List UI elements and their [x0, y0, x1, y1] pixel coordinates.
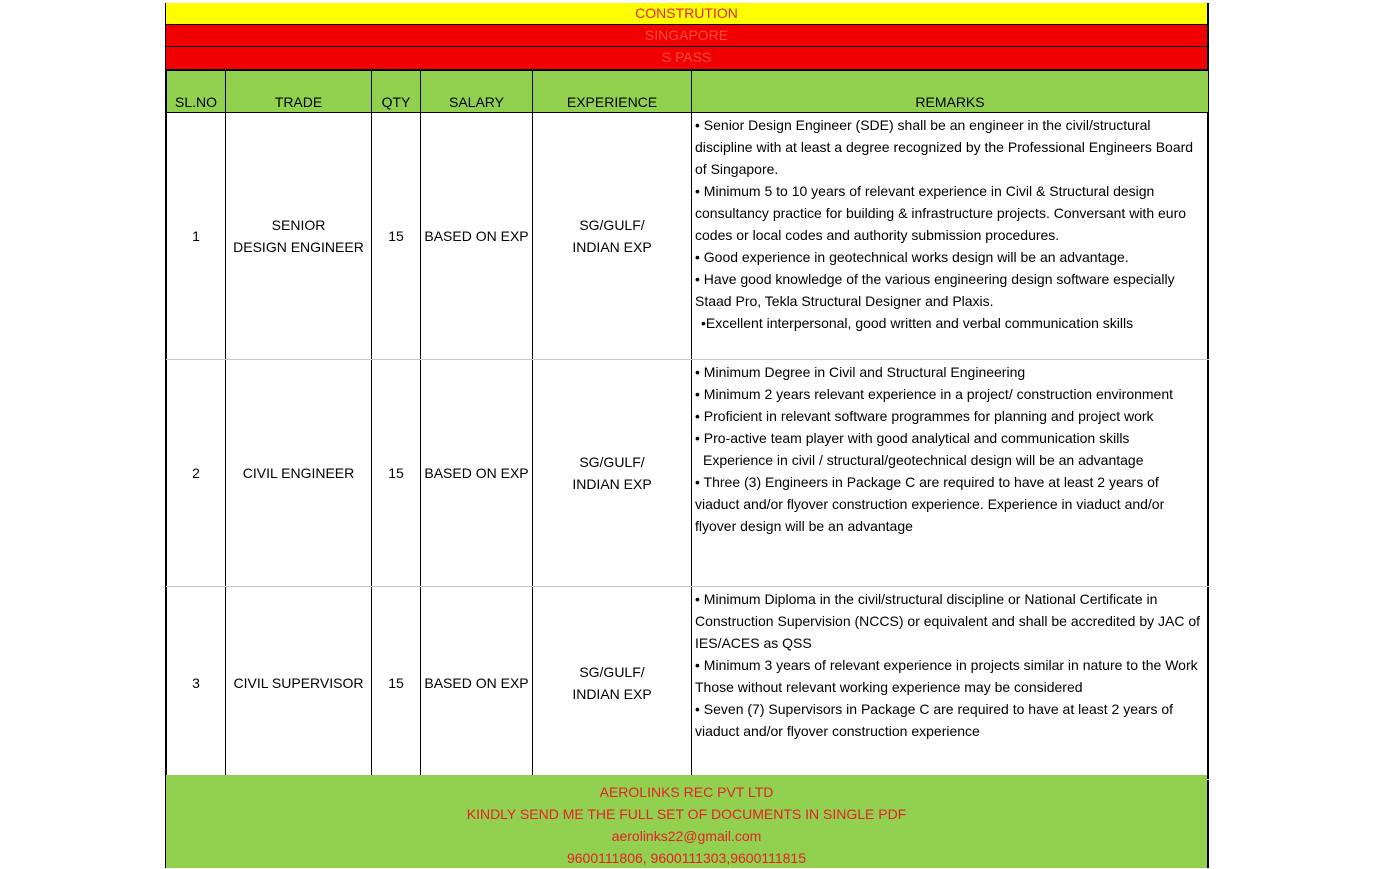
- jobs-table: [166, 70, 1209, 780]
- pass-type-band: S PASS: [166, 47, 1207, 70]
- experience-line: INDIAN EXP: [572, 476, 652, 492]
- cell-remarks: [692, 113, 1209, 360]
- company-name: AEROLINKS REC PVT LTD: [599, 784, 774, 800]
- cell-remarks: [692, 360, 1209, 587]
- cell-qty: 15: [372, 113, 421, 360]
- column-header-experience: EXPERIENCE: [533, 71, 692, 113]
- cell-salary: BASED ON EXP: [421, 113, 533, 360]
- column-header-trade: TRADE: [226, 71, 372, 113]
- submission-instruction: KINDLY SEND ME THE FULL SET OF DOCUMENTS IN SINGLE PDF: [466, 806, 907, 822]
- trade-line: CIVIL SUPERVISOR: [233, 675, 364, 691]
- column-header-salary: SALARY: [421, 71, 533, 113]
- sector-title: CONSTRUTION: [166, 3, 1207, 25]
- cell-experience: [533, 360, 692, 587]
- table-row: [167, 360, 1209, 587]
- remark-item: • Seven (7) Supervisors in Package C are required to have at least 2 years of viaduct and/or flyover construction experience: [695, 701, 1174, 739]
- table-row: [167, 113, 1209, 360]
- remark-item: • Minimum 5 to 10 years of relevant experience in Civil & Structural design consultancy practice for building & infrastructure projects. Conversant with euro codes or local codes and authority submission procedures.: [695, 183, 1187, 243]
- cell-salary: BASED ON EXP: [421, 587, 533, 780]
- remark-item: Those without relevant working experience may be considered: [695, 679, 1083, 695]
- country-band: SINGAPORE: [166, 25, 1207, 47]
- remark-item: • Minimum Degree in Civil and Structural Engineering: [695, 364, 1026, 380]
- remark-item: • Good experience in geotechnical works design will be an advantage.: [695, 249, 1129, 265]
- trade-line: CIVIL ENGINEER: [242, 465, 355, 481]
- cell-qty: 15: [372, 360, 421, 587]
- cell-trade: [226, 587, 372, 780]
- trade-line: DESIGN ENGINEER: [233, 239, 364, 255]
- experience-line: SG/GULF/: [579, 217, 645, 233]
- cell-trade: [226, 113, 372, 360]
- cell-trade: [226, 360, 372, 587]
- cell-experience: [533, 587, 692, 780]
- cell-salary: BASED ON EXP: [421, 360, 533, 587]
- experience-line: SG/GULF/: [579, 664, 645, 680]
- cell-slno: 3: [167, 587, 226, 780]
- table-row: [167, 587, 1209, 780]
- remark-item: • Minimum 2 years relevant experience in a project/ construction environment: [695, 386, 1174, 402]
- experience-line: INDIAN EXP: [572, 686, 652, 702]
- table-header-row: [167, 71, 1209, 113]
- remark-item: • Three (3) Engineers in Package C are required to have at least 2 years of viaduct and/or flyover construction experience. Experience in viaduct and/or flyover design will be an advantage: [695, 474, 1165, 534]
- remark-item: • Minimum 3 years of relevant experience in projects similar in nature to the Work: [695, 657, 1198, 673]
- remark-item: • Have good knowledge of the various engineering design software especially Staad Pro, Tekla Structural Designer and Plaxis.: [695, 271, 1175, 309]
- cell-slno: 1: [167, 113, 226, 360]
- remark-item: • Proficient in relevant software programmes for planning and project work: [695, 408, 1154, 424]
- contact-footer: [166, 775, 1207, 868]
- cell-qty: 15: [372, 587, 421, 780]
- cell-slno: 2: [167, 360, 226, 587]
- column-header-slno: SL.NO: [167, 71, 226, 113]
- column-header-remarks: REMARKS: [692, 71, 1209, 113]
- remark-item: • Pro-active team player with good analytical and communication skills: [695, 430, 1130, 446]
- experience-line: SG/GULF/: [579, 454, 645, 470]
- contact-email: aerolinks22@gmail.com: [611, 828, 762, 844]
- contact-phones: 9600111806, 9600111303,9600111815: [566, 850, 807, 866]
- cell-experience: [533, 113, 692, 360]
- remark-item: Experience in civil / structural/geotechnical design will be an advantage: [703, 452, 1144, 468]
- trade-line: SENIOR: [271, 217, 326, 233]
- remark-item: • Minimum Diploma in the civil/structural discipline or National Certificate in Construction Supervision (NCCS) or equivalent and shall be accredited by JAC of IES/ACES as QSS: [695, 591, 1201, 651]
- cell-remarks: [692, 587, 1209, 780]
- job-sheet: [165, 3, 1209, 868]
- experience-line: INDIAN EXP: [572, 239, 652, 255]
- remark-item: • Senior Design Engineer (SDE) shall be an engineer in the civil/structural discipline with at least a degree recognized by the Professional Engineers Board of Singapore.: [695, 117, 1194, 177]
- remark-item: •Excellent interpersonal, good written and verbal communication skills: [701, 315, 1134, 331]
- column-header-qty: QTY: [372, 71, 421, 113]
